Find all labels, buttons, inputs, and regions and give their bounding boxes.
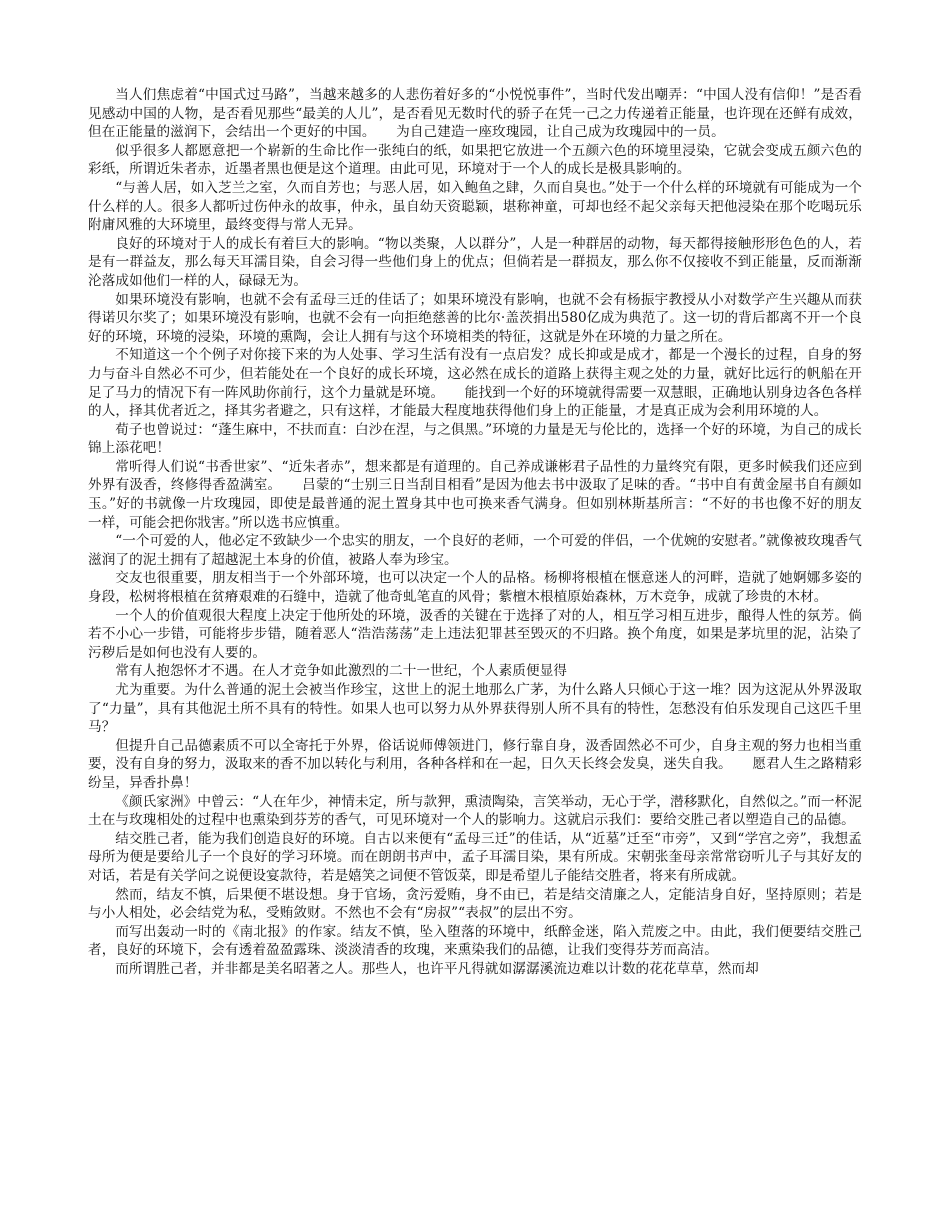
paragraph-16: 结交胜己者，能为我们创造良好的环境。自古以来便有“孟母三迁”的佳话，从“近墓”迁至“市旁”，又到“学宫之旁”，我想孟母所为便是要给儿子一个良好的学习环境。而在朗朗书声中，孟子耳濡目染，果有所成。宋朝张奎母亲常常窃听儿子与其好友的对话，若是有关学问之说便设宴款待，若是嬉笑之词便不管饭菜，即是希望儿子能结交胜者，将来有所成就。 bbox=[88, 830, 862, 884]
paragraph-5: 如果环境没有影响，也就不会有孟母三迁的佳话了；如果环境没有影响，也就不会有杨振宇教授从小对数学产生兴趣从而获得诺贝尔奖了；如果环境没有影响，也就不会有一向拒绝慈善的比尔·盖茨捐出580亿成为典范了。这一切的背后都离不开一个良好的环境，环境的浸染，环境的熏陶，会让人拥有与这个环境相类的特征，这就是外在环境的力量之所在。 bbox=[88, 291, 862, 345]
paragraph-3: “与善人居，如入芝兰之室，久而自芳也；与恶人居，如入鲍鱼之肆，久而自臭也。”处于一个什么样的环境就有可能成为一个什么样的人。很多人都听过伤仲永的故事，仲永，虽自幼天资聪颖，堪称神童，可却也经不起父亲每天把他浸染在那个吃喝玩乐附庸风雅的大环境里，最终变得与常人无异。 bbox=[88, 179, 862, 234]
paragraph-4: 良好的环境对于人的成长有着巨大的影响。“物以类聚，人以群分”，人是一种群居的动物，每天都得接触形形色色的人，若是有一群益友，那么每天耳濡目染，自会习得一些他们身上的优点；但倘若是一群损友，那么你不仅接收不到正能量，反而渐渐沦落成如他们一样的人，碌碌无为。 bbox=[88, 235, 862, 289]
paragraph-8: 常听得人们说“书香世家”、“近朱者赤”，想来都是有道理的。自己养成谦彬君子品性的力量终究有限，更多时候我们还应到外界有汲香，终修得香盈满室。 吕蒙的“士别三日当刮目相看”是因为他去书中汲取了足味的香。“书中自有黄金屋书自有颜如玉。”好的书就像一片玫瑰园，即使是最普通的泥土置身其中也可换来香气满身。但如别林斯基所言：“不好的书也像不好的朋友一样，可能会把你戕害。”所以选书应慎重。 bbox=[88, 458, 862, 531]
paragraph-12: 常有人抱怨怀才不遇。在人才竞争如此激烈的二十一世纪，个人素质便显得 bbox=[115, 663, 568, 680]
paragraph-6: 不知道这一个个例子对你接下来的为人处事、学习生活有没有一点启发？成长抑或是成才，都是一个漫长的过程，自身的努力与奋斗自然必不可少，但若能处在一个良好的成长环境，这必然在成长的道路上获得主观之处的力量，就好比远行的帆船在开足了马力的情况下有一阵风助你前行，这个力量就是环境。 能找到一个好的环境就得需要一双慧眼，正确地认别身边各色各样的人，择其优者近之，择其劣者避之，只有这样，才能最大程度地获得他们身上的正能量，才是真正成为会利用环境的人。 bbox=[88, 347, 862, 420]
paragraph-14: 但提升自己品德素质不可以全寄托于外界，俗话说师傅领进门，修行靠自身，汲香固然必不可少，自身主观的努力也相当重要，没有自身的努力，汲取来的香不加以转化与利用，各种各样和在一起，日久天长终会发臭，迷失自我。 愿君人生之路精彩纷呈，异香扑鼻！ bbox=[88, 737, 862, 791]
paragraph-11: 一个人的价值观很大程度上决定于他所处的环境，汲香的关键在于选择了对的人，相互学习相互进步，酿得人性的氛芳。倘若不小心一步错，可能将步步错，随着恶人“浩浩荡荡”走上违法犯罪甚至毁灭的不归路。换个角度，如果是茅坑里的泥，沾染了污秽后是如何也没有人要的。 bbox=[88, 607, 862, 661]
paragraph-18: 而写出轰动一时的《南北报》的作家。结友不慎，坠入堕落的环境中，纸醉金迷，陷入荒废之中。由此，我们便要结交胜己者，良好的环境下，会有透着盈盈露珠、淡淡清香的玫瑰，来熏染我们的品德，让我们变得芬芳而高洁。 bbox=[88, 923, 862, 959]
paragraph-9: “一个可爱的人，他必定不致缺少一个忠实的朋友，一个良好的老师，一个可爱的伴侣，一个优婉的安慰者。”就像被玫瑰香气滋润了的泥土拥有了超越泥土本身的价值，被路人奉为珍宝。 bbox=[88, 533, 862, 568]
paragraph-10: 交友也很重要，朋友相当于一个外部环境，也可以决定一个人的品格。杨柳将根植在惬意迷人的河畔，造就了她婀娜多姿的身段，松树将根植在贫瘠艰难的石缝中，造就了他奇虬笔直的风骨；紫檀木根植原始森林，万木竞争，成就了珍贵的木材。 bbox=[88, 570, 862, 606]
paragraph-17: 然而，结友不慎，后果便不堪设想。身于官场，贪污爱贿，身不由已，若是结交清廉之人，定能洁身自好，坚持原则；若是与小人相处，必会结党为私，受贿敛财。不然也不会有“房叔”“表叔”的层出不穷。 bbox=[88, 886, 862, 922]
paragraph-2: 似乎很多人都愿意把一个崭新的生命比作一张纯白的纸，如果把它放进一个五颜六色的环境里浸染，它就会变成五颜六色的彩纸，所谓近朱者赤，近墨者黑也便是这个道理。由此可见，环境对于一个人的成长是极具影响的。 bbox=[88, 142, 862, 178]
paragraph-1: 当人们焦虑着“中国式过马路”，当越来越多的人悲伤着好多的“小悦悦事件”，当时代发出嘲弄：“中国人没有信仰！”是否看见感动中国的人物，是否看见那些“最美的人儿”，是否看见无数时代的骄子在凭一己之力传递着正能量，也许现在还鲜有成效，但在正能量的滋润下，会结出一个更好的中国。 为自己建造一座玫瑰园，让自己成为玫瑰园中的一员。 bbox=[88, 87, 862, 141]
paragraph-15: 《颜氏家洲》中曾云：“人在年少，神情未定，所与款狎，熏渍陶染，言笑举动，无心于学，潜移默化，自然似之。”而一杯泥土在与玫瑰相处的过程中也熏染到芬芳的香气，可见环境对一个人的影响力。这就启示我们：要给交胜己者以塑造自己的品德。 bbox=[88, 793, 862, 829]
paragraph-19: 而所谓胜己者，并非都是美名昭著之人。那些人，也许平凡得就如潺潺溪流边难以计数的花花草草，然而却 bbox=[115, 960, 759, 977]
document-page bbox=[88, 86, 862, 979]
paragraph-13: 尤为重要。为什么普通的泥土会被当作珍宝，这世上的泥土地那么广茅，为什么路人只倾心于这一堆？因为这泥从外界汲取了“力量”，具有其他泥土所不具有的特性。如果人也可以努力从外界获得别人所不具有的特性，怎愁没有伯乐发现自己这匹千里马？ bbox=[88, 682, 862, 736]
paragraph-7: 荀子也曾说过：“蓬生麻中，不扶而直：白沙在涅，与之俱黑。”环境的力量是无与伦比的，选择一个好的环境，为自己的成长锦上添花吧！ bbox=[88, 421, 862, 457]
